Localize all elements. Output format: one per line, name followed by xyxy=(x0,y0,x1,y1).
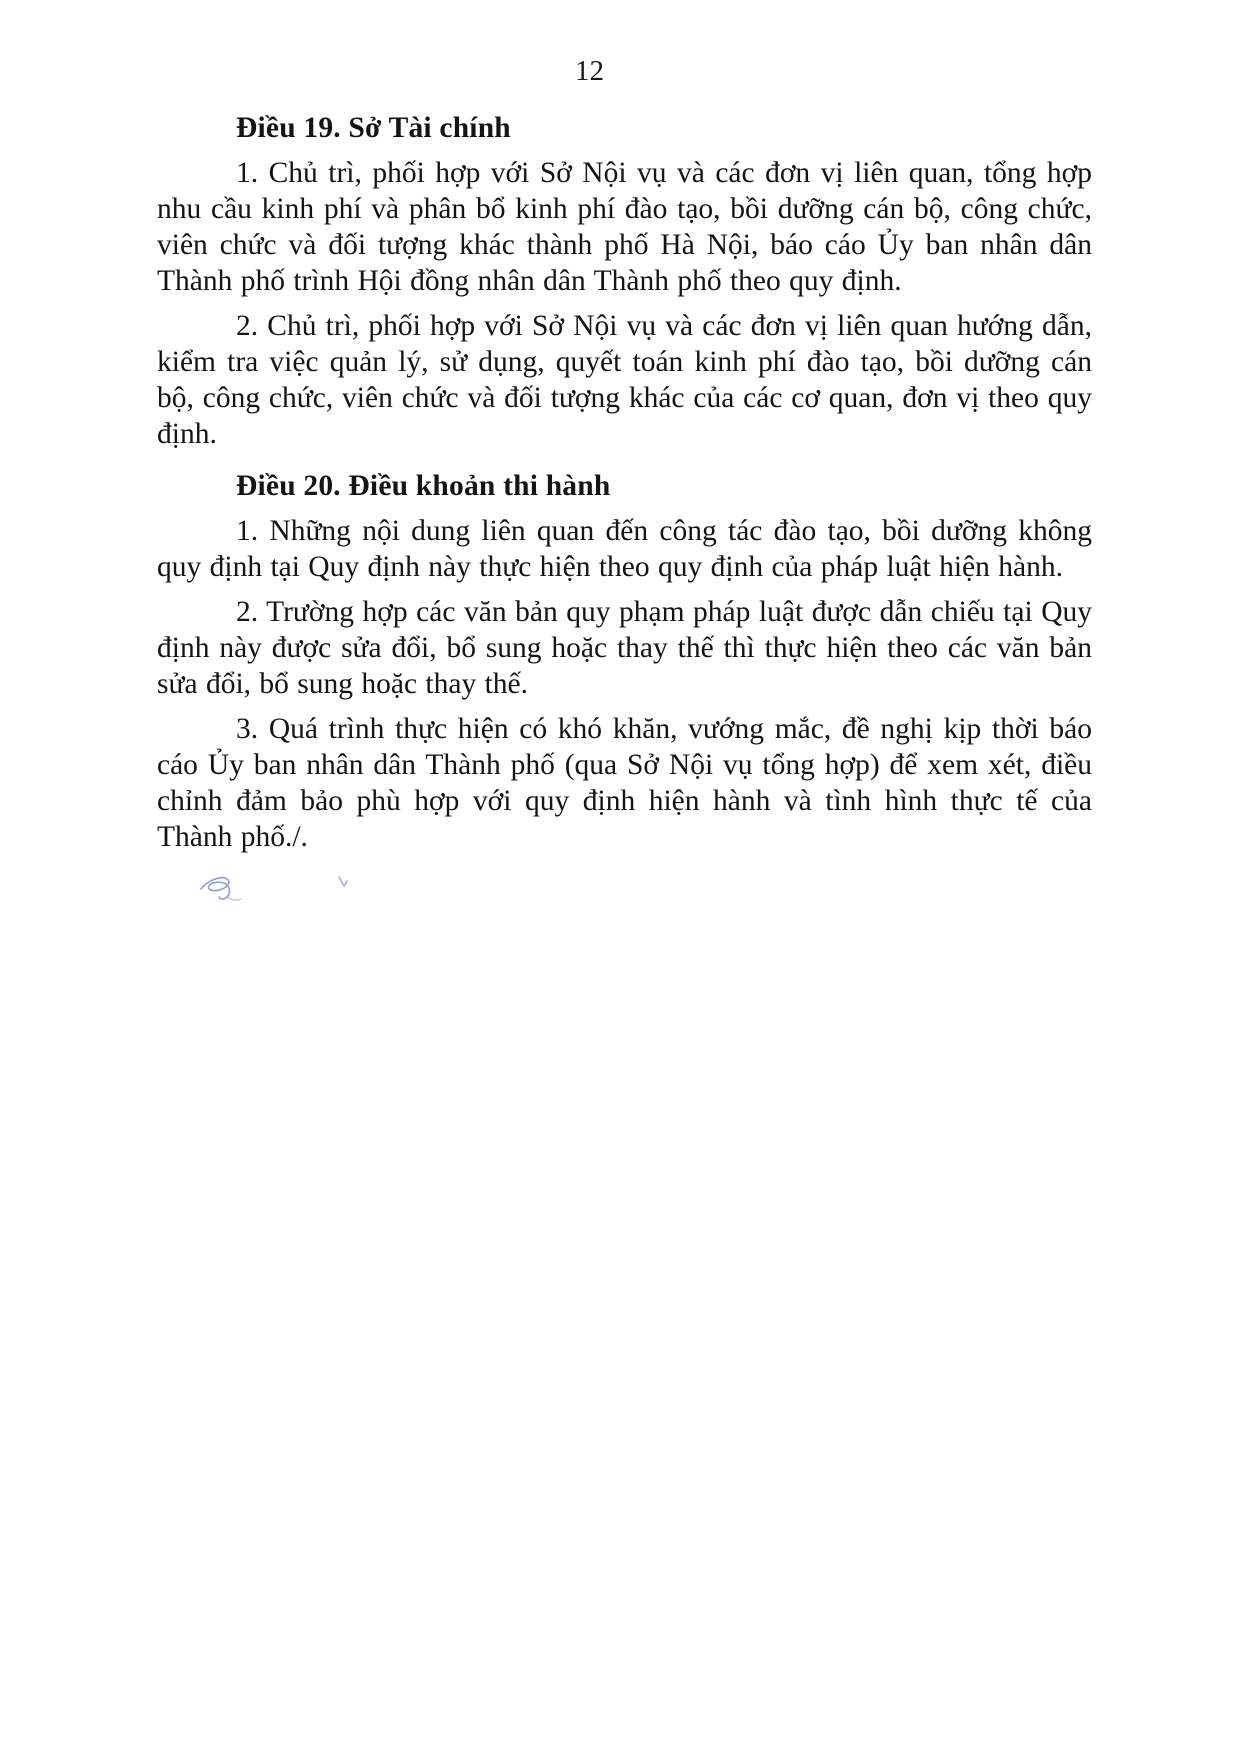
article-19-heading: Điều 19. Sở Tài chính xyxy=(236,112,511,144)
pen-squiggle-icon xyxy=(187,863,467,915)
article-20-paragraph-3: 3. Quá trình thực hiện có khó khăn, vướng mắc, đề nghị kịp thời báo cáo Ủy ban nhân dân Thành phố (qua Sở Nội vụ tổng hợp) để xem xét, điều chỉnh đảm bảo phù hợp với quy định hiện hành và tình hình thực tế của Thành phố./. xyxy=(157,713,1092,853)
article-20-paragraph-1: 1. Những nội dung liên quan đến công tác đào tạo, bồi dưỡng không quy định tại Quy định này thực hiện theo quy định của pháp luật hiện hành. xyxy=(157,515,1092,583)
article-19-paragraph-1: 1. Chủ trì, phối hợp với Sở Nội vụ và các đơn vị liên quan, tổng hợp nhu cầu kinh phí và phân bổ kinh phí đào tạo, bồi dưỡng cán bộ, công chức, viên chức và đối tượng khác thành phố Hà Nội, báo cáo Ủy ban nhân dân Thành phố trình Hội đồng nhân dân Thành phố theo quy định. xyxy=(157,157,1092,297)
article-19-paragraph-2: 2. Chủ trì, phối hợp với Sở Nội vụ và các đơn vị liên quan hướng dẫn, kiểm tra việc quản lý, sử dụng, quyết toán kinh phí đào tạo, bồi dưỡng cán bộ, công chức, viên chức và đối tượng khác của các cơ quan, đơn vị theo quy định. xyxy=(157,310,1092,450)
article-20-paragraph-2: 2. Trường hợp các văn bản quy phạm pháp luật được dẫn chiếu tại Quy định này được sửa đổi, bổ sung hoặc thay thế thì thực hiện theo các văn bản sửa đổi, bổ sung hoặc thay thế. xyxy=(157,596,1092,700)
article-20-heading: Điều 20. Điều khoản thi hành xyxy=(236,470,611,502)
handwritten-pen-marks xyxy=(187,863,467,915)
document-body xyxy=(157,104,1092,915)
page-number: 12 xyxy=(575,55,604,87)
